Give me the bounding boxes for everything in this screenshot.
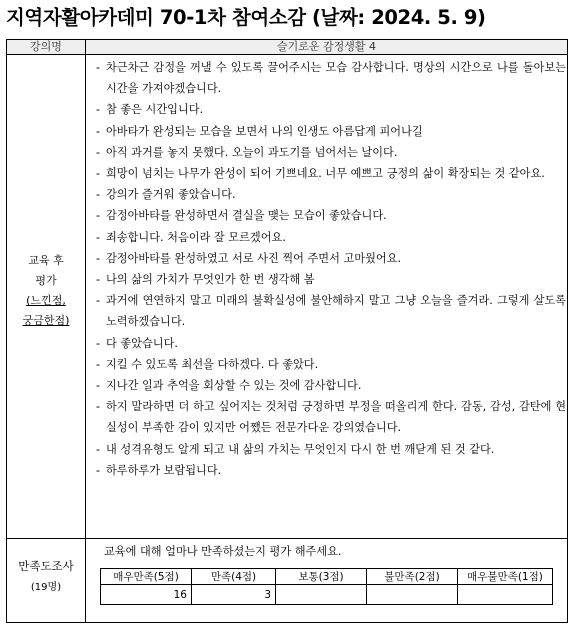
- feedback-item: - 지킬 수 있도록 최선을 다하겠다. 다 좋았다.: [94, 354, 566, 375]
- satisfaction-label: [7, 555, 85, 599]
- feedback-item: - 과거에 연연하지 말고 미래의 불확실성에 불안해하지 말고 그냥 오늘을 즐겨라. 그렇게 살도록 노력하겠습니다.: [94, 290, 566, 332]
- satisfaction-header-row: [101, 569, 553, 585]
- satisfaction-value-row: [101, 585, 553, 605]
- feedback-label-line1: 교육 후: [28, 254, 64, 267]
- feedback-list: [94, 57, 566, 481]
- col-satisfied: 만족(4점): [192, 569, 276, 585]
- satisfaction-label-line1: 만족도조사: [18, 559, 74, 573]
- col-very-dissatisfied: 매우불만족(1점): [458, 569, 553, 585]
- feedback-item: - 희망이 넘치는 나무가 완성이 되어 기쁘네요. 너무 예쁘고 긍정의 삶이 확장되는 것 같아요.: [94, 163, 566, 184]
- feedback-item: - 내 성격유형도 알게 되고 내 삶의 가치는 무엇인지 다시 한 번 깨닫게 된 것 같다.: [94, 439, 566, 460]
- header-lecture-title-cell: [85, 39, 568, 55]
- feedback-label-line4: 궁금한점): [22, 314, 70, 327]
- header-lecture-label: 강의명: [30, 40, 62, 53]
- feedback-item: - 차근차근 감정을 꺼낼 수 있도록 끌어주시는 모습 감사합니다. 명상의 시간으로 나를 돌아보는 시간을 가져야겠습니다.: [94, 57, 566, 99]
- feedback-item: - 감정아바타를 완성하였고 서로 사진 찍어 주면서 고마웠어요.: [94, 248, 566, 269]
- feedback-item: - 감정아바타를 완성하면서 결실을 맺는 모습이 좋았습니다.: [94, 205, 566, 226]
- value-dissatisfied: [367, 585, 458, 605]
- col-very-satisfied: 매우만족(5점): [101, 569, 192, 585]
- feedback-label: [7, 251, 85, 331]
- feedback-item: - 죄송합니다. 처음이라 잘 모르겠어요.: [94, 227, 566, 248]
- satisfaction-question-text: 교육에 대해 얼마나 만족하셨는지 평가 해주세요.: [104, 545, 342, 558]
- value-very-dissatisfied: [458, 585, 553, 605]
- satisfaction-table: [100, 568, 553, 605]
- header-lecture-label-cell: [6, 39, 86, 55]
- value-neutral: [276, 585, 367, 605]
- feedback-item: - 아직 과거를 놓지 못했다. 오늘이 과도기를 넘어서는 날이다.: [94, 142, 566, 163]
- value-satisfied: 3: [192, 585, 276, 605]
- feedback-item: - 참 좋은 시간입니다.: [94, 99, 566, 120]
- feedback-item: - 하루하루가 보람됩니다.: [94, 460, 566, 481]
- feedback-item: - 나의 삶의 가치가 무엇인가 한 번 생각해 봄: [94, 269, 566, 290]
- satisfaction-label-line2: (19명): [30, 582, 62, 593]
- col-neutral: 보통(3점): [276, 569, 367, 585]
- evaluation-form: [6, 39, 568, 623]
- feedback-item: - 강의가 즐거워 좋았습니다.: [94, 184, 566, 205]
- page-title: 지역자활아카데미 70-1차 참여소감 (날짜: 2024. 5. 9): [6, 6, 486, 29]
- value-very-satisfied: 16: [101, 585, 192, 605]
- feedback-item: - 지나간 일과 추억을 회상할 수 있는 것에 감사합니다.: [94, 375, 566, 396]
- feedback-label-line2: 평가: [35, 274, 57, 287]
- feedback-label-line3: (느낀점,: [26, 294, 66, 307]
- feedback-item: - 아바타가 완성되는 모습을 보면서 나의 인생도 아름답게 피어나길: [94, 121, 566, 142]
- feedback-label-cell: [6, 54, 86, 539]
- feedback-item: - 다 좋았습니다.: [94, 333, 566, 354]
- col-dissatisfied: 불만족(2점): [367, 569, 458, 585]
- feedback-item: - 하지 말라하면 더 하고 싶어지는 것처럼 긍정하면 부정을 떠올리게 한다. 감동, 감성, 감탄에 현실성이 부족한 감이 있지만 어쨌든 전문가다운 강의였습니다.: [94, 396, 566, 438]
- header-lecture-title: 슬기로운 감정생활 4: [277, 40, 376, 53]
- satisfaction-label-cell: [6, 538, 86, 623]
